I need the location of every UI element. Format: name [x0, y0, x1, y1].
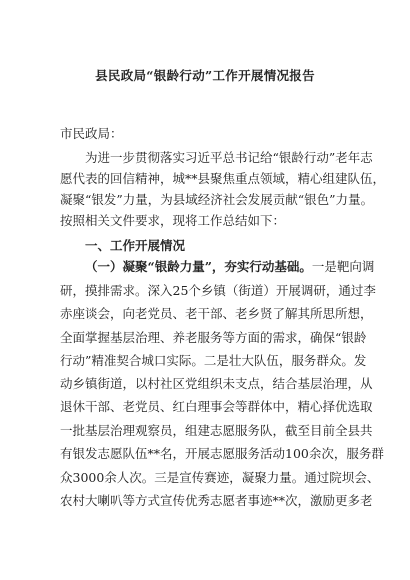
section-heading: 一、工作开展情况 — [85, 238, 186, 253]
salutation: 市民政局： — [60, 126, 123, 141]
body-line: 一批基层治理观察员，组建志愿服务队，截至目前全县共 — [60, 423, 373, 438]
intro-line: 愿代表的回信精神，城**县聚焦重点领域，精心组建队伍， — [60, 171, 386, 186]
body-line: 研，摸排需求。深入25个乡镇（街道）开展调研，通过李 — [60, 283, 376, 298]
sub-heading: （一）凝聚“银龄力量”，夯实行动基础。 — [85, 259, 312, 274]
body-line: 动乡镇街道，以村社区党组织未支点，结合基层治理，从 — [60, 376, 373, 391]
body-line: 全面掌握基层治理、养老服务等方面的需求，确保“银龄 — [60, 330, 367, 345]
intro-line: 凝聚“银发”力量，为县域经济社会发展贡献“银色”力量。 — [60, 192, 374, 207]
document-title: 县民政局“银龄行动”工作开展情况报告 — [95, 68, 315, 83]
body-first-line — [85, 259, 375, 274]
body-line: 赤座谈会，向老党员、老干部、老乡贤了解其所思所想， — [60, 306, 373, 321]
intro-line: 为进一步贯彻落实习近平总书记给“银龄行动”老年志 — [85, 150, 373, 165]
body-line: 众3000余人次。三是宣传赛迹，凝聚力量。通过院坝会、 — [60, 470, 380, 485]
body-line: 农村大喇叭等方式宣传优秀志愿者事迹**次，激励更多老 — [60, 493, 373, 508]
body-line: 退休干部、老党员、红白理事会等群体中，精心择优选取 — [60, 399, 373, 414]
body-line: 行动”精准契合城口实际。二是壮大队伍，服务群众。发 — [60, 353, 367, 368]
body-line: 有银发志愿队伍**名，开展志愿服务活动100余次，服务群 — [60, 446, 384, 461]
body-line-start: 一是靶向调 — [311, 259, 375, 274]
intro-line: 按照相关文件要求，现将工作总结如下： — [60, 213, 286, 228]
